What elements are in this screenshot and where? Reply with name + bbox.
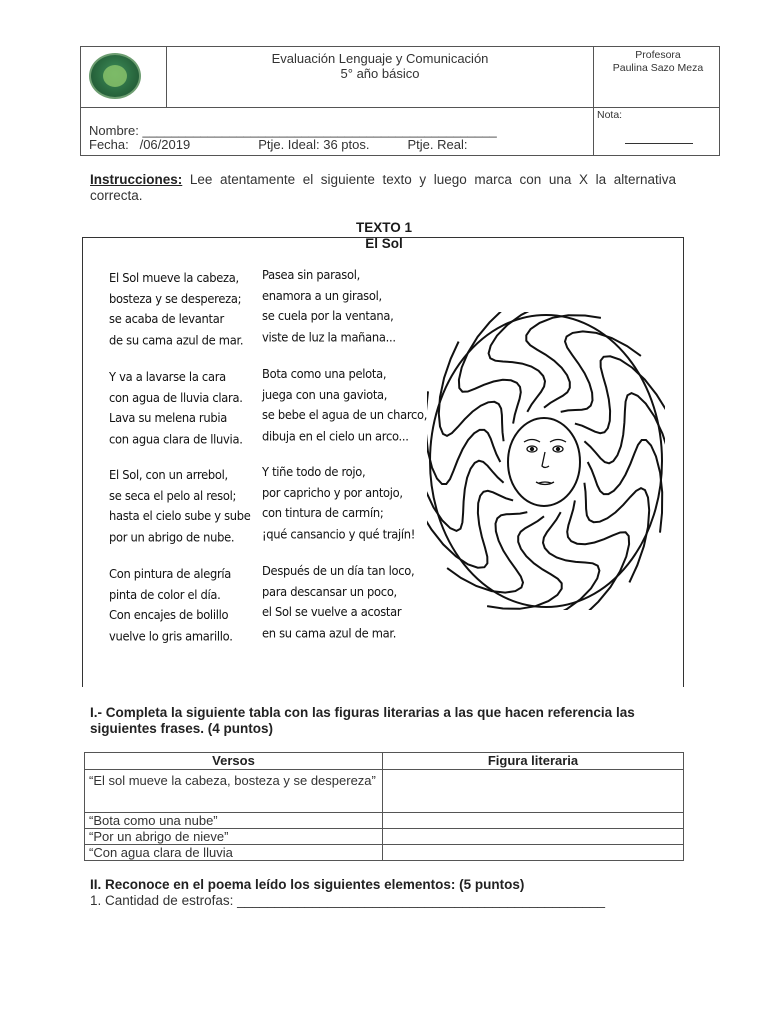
poem-line: Lava su melena rubia bbox=[109, 410, 227, 426]
poem-line: juega con una gaviota, bbox=[262, 386, 388, 402]
col-versos: Versos bbox=[85, 753, 383, 770]
poem-line: se cuela por la ventana, bbox=[262, 308, 394, 324]
poem-line: Y va a lavarse la cara bbox=[109, 369, 226, 384]
nota-label: Nota: bbox=[597, 109, 623, 121]
poem-line: Bota como una pelota, bbox=[262, 366, 387, 381]
poem-line: El Sol mueve la cabeza, bbox=[109, 270, 239, 285]
poem-line: se bebe el agua de un charco, bbox=[262, 407, 428, 423]
poem-line: por capricho y por antojo, bbox=[262, 484, 403, 500]
verse-cell: “El sol mueve la cabeza, bosteza y se despereza” bbox=[85, 770, 383, 813]
header-table bbox=[80, 46, 720, 156]
section-1-title: I.- Completa la siguiente tabla con las figuras literarias a las que hacen referencia las siguientes frases. (4 puntos) bbox=[90, 705, 635, 736]
sun-ray bbox=[584, 483, 649, 583]
evaluation-title-line1: Evaluación Lenguaje y Comunicación bbox=[271, 51, 489, 66]
poem-line: con agua clara de lluvia. bbox=[109, 431, 243, 446]
poem-line: Pasea sin parasol, bbox=[262, 267, 360, 282]
poem-line: vuelve lo gris amarillo. bbox=[109, 628, 233, 643]
stanza-left-4 bbox=[109, 564, 233, 647]
poem-line: con tintura de carmín; bbox=[262, 505, 384, 521]
poem-line: hasta el cielo sube y sube bbox=[109, 508, 251, 524]
verse-cell: “Con agua clara de lluvia bbox=[85, 845, 383, 861]
poem-line: pinta de color el día. bbox=[109, 586, 221, 602]
table-header-row bbox=[85, 753, 684, 770]
poem-line: ¡qué cansancio y qué trajín! bbox=[262, 526, 416, 541]
teacher-role: Profesora bbox=[635, 49, 681, 61]
sun-ray bbox=[439, 342, 504, 442]
school-logo-icon bbox=[89, 53, 141, 99]
poem-line: viste de luz la mañana... bbox=[262, 329, 396, 344]
poem-line: de su cama azul de mar. bbox=[109, 332, 244, 347]
table-row bbox=[85, 845, 684, 861]
sun-ray bbox=[526, 315, 601, 408]
answer-cell[interactable] bbox=[383, 770, 684, 813]
verse-cell: “Bota como una nube” bbox=[85, 813, 383, 829]
fecha-field[interactable]: Fecha: /06/2019 bbox=[89, 137, 191, 152]
question-1-field[interactable]: 1. Cantidad de estrofas: _________________________________________________ bbox=[90, 893, 605, 908]
table-row bbox=[85, 813, 684, 829]
evaluation-title bbox=[167, 51, 593, 81]
poem-line: con agua de lluvia clara. bbox=[109, 389, 243, 405]
poem-line: bosteza y se despereza; bbox=[109, 290, 242, 306]
table-row bbox=[85, 829, 684, 845]
teacher-info bbox=[597, 49, 719, 75]
nombre-field[interactable]: Nombre: _________________________________________________ bbox=[89, 123, 497, 138]
sun-ray bbox=[567, 500, 629, 610]
poem-line: Con pintura de alegría bbox=[109, 566, 232, 581]
poem-line: en su cama azul de mar. bbox=[262, 625, 397, 640]
poem-line: Después de un día tan loco, bbox=[262, 563, 415, 578]
poem-line: se acaba de levantar bbox=[109, 311, 224, 327]
figures-table bbox=[84, 752, 684, 861]
sun-ray bbox=[427, 491, 513, 568]
fecha-row bbox=[89, 137, 467, 152]
poem-line: enamora a un girasol, bbox=[262, 287, 382, 303]
col-figura-literaria: Figura literaria bbox=[383, 753, 684, 770]
answer-cell[interactable] bbox=[383, 813, 684, 829]
table-row bbox=[85, 770, 684, 813]
stanza-left-3 bbox=[109, 465, 251, 548]
poem-line: El Sol, con un arrebol, bbox=[109, 467, 228, 482]
poem-line: el Sol se vuelve a acostar bbox=[262, 604, 402, 620]
stanza-right-2 bbox=[262, 364, 427, 447]
stanza-right-3 bbox=[262, 462, 415, 545]
teacher-name: Paulina Sazo Meza bbox=[612, 62, 704, 74]
poem-line: para descansar un poco, bbox=[262, 583, 397, 599]
sun-ray bbox=[588, 440, 663, 533]
stanza-left-1 bbox=[109, 268, 243, 351]
sun-illustration-icon bbox=[427, 312, 665, 610]
section-2-title: II. Reconoce en el poema leído los siguientes elementos: (5 puntos) bbox=[90, 877, 525, 892]
poem-line: se seca el pelo al resol; bbox=[109, 487, 237, 503]
poem-title: El Sol bbox=[365, 236, 403, 251]
poem-line: dibuja en el cielo un arco... bbox=[262, 428, 409, 443]
poem-line: por un abrigo de nube. bbox=[109, 529, 235, 544]
nota-field[interactable] bbox=[625, 143, 693, 144]
stanza-right-1 bbox=[262, 265, 396, 348]
ptje-real-field[interactable]: Ptje. Real: bbox=[407, 137, 468, 152]
poem-line: Y tiñe todo de rojo, bbox=[262, 464, 366, 479]
sun-ray bbox=[575, 356, 665, 433]
instructions bbox=[90, 172, 676, 204]
stanza-right-4 bbox=[262, 561, 414, 644]
sun-ray bbox=[459, 312, 521, 424]
instructions-label: Instrucciones: bbox=[90, 172, 183, 187]
poem-line: Con encajes de bolillo bbox=[109, 607, 229, 623]
answer-cell[interactable] bbox=[383, 845, 684, 861]
verse-cell: “Por un abrigo de nieve” bbox=[85, 829, 383, 845]
answer-cell[interactable] bbox=[383, 829, 684, 845]
evaluation-title-line2: 5° año básico bbox=[340, 66, 420, 81]
stanza-left-2 bbox=[109, 367, 243, 450]
ptje-ideal: Ptje. Ideal: 36 ptos. bbox=[258, 137, 370, 152]
text-number: TEXTO 1 bbox=[355, 220, 413, 235]
instructions-text: Lee atentamente el siguiente texto y luego marca con una X la alternativa correcta. bbox=[90, 172, 676, 203]
